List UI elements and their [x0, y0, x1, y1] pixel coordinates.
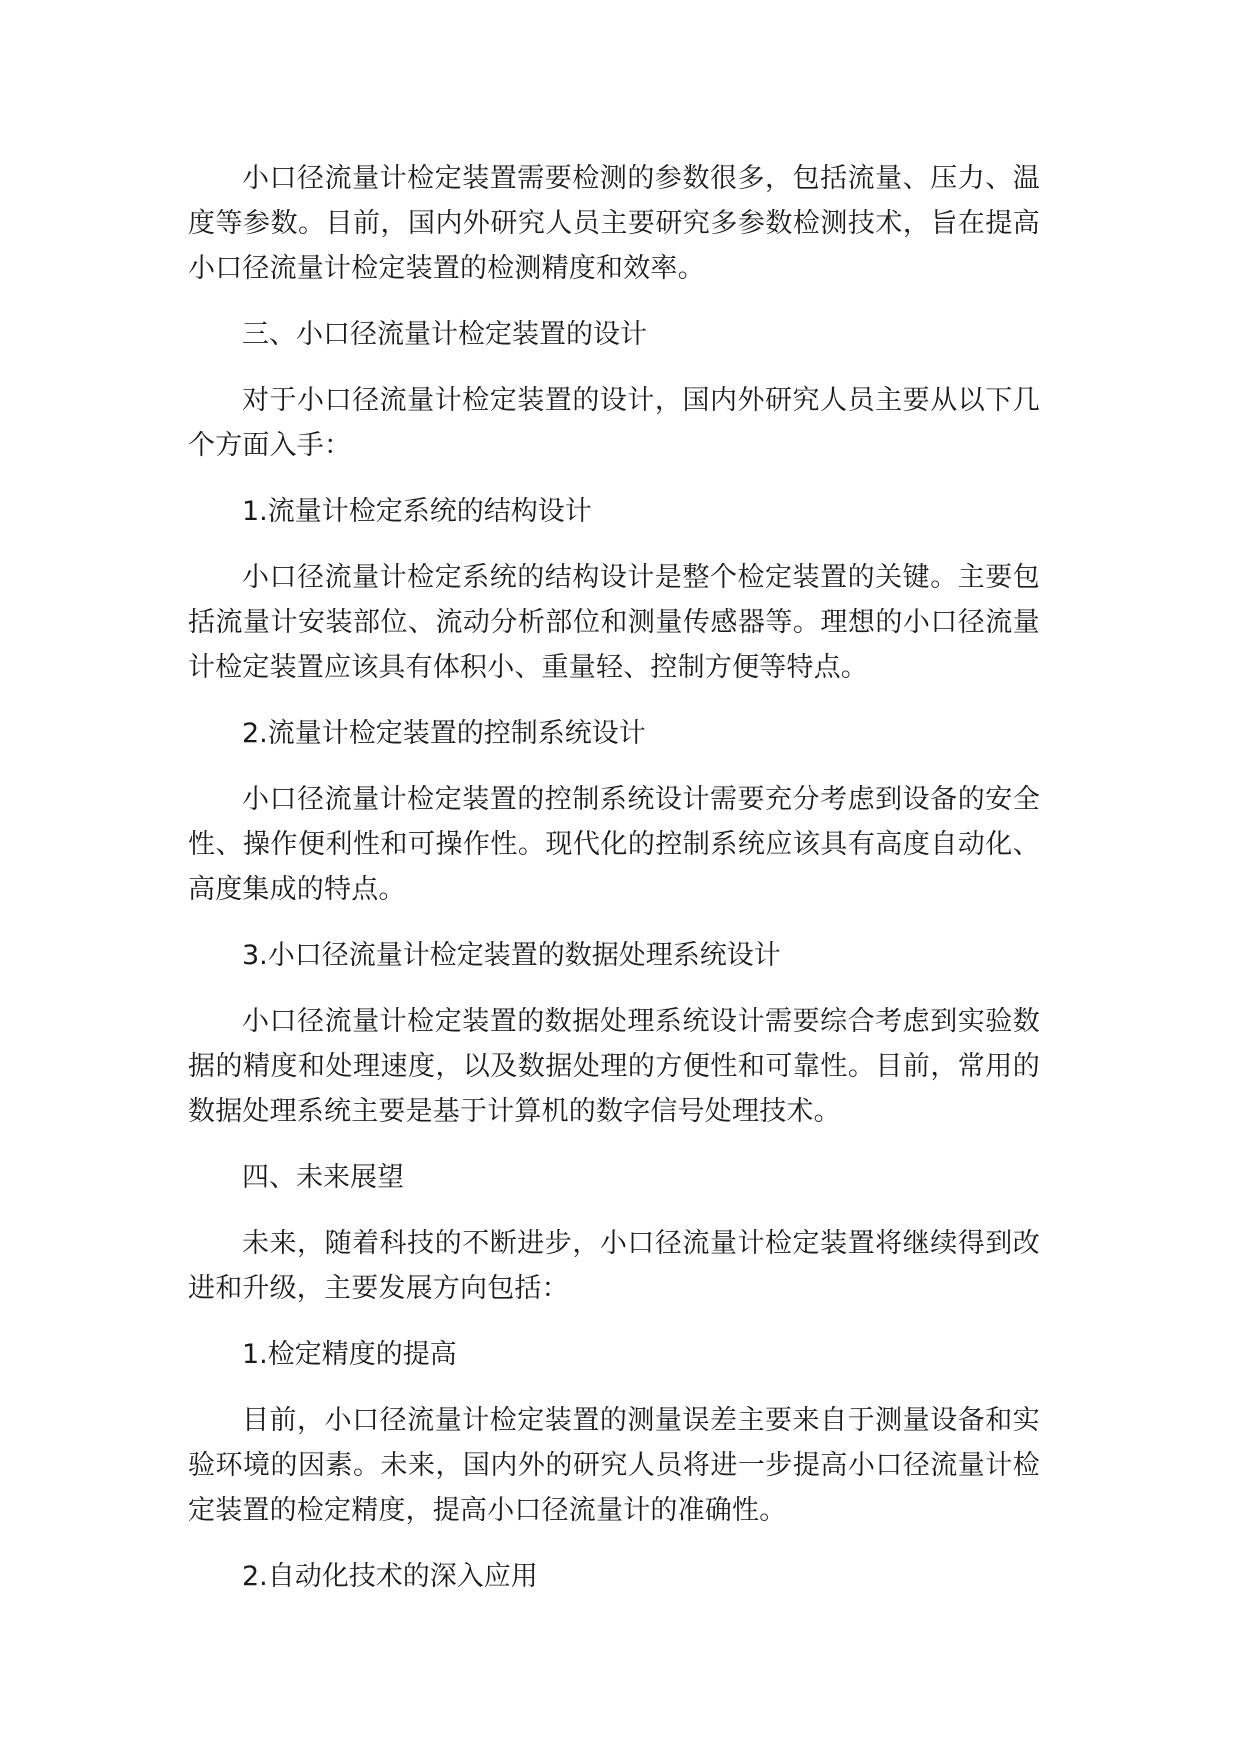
subheading-control-system-design: 2.流量计检定装置的控制系统设计: [242, 718, 646, 749]
section-heading-design: 三、小口径流量计检定装置的设计: [242, 319, 647, 350]
paragraph-multi-parameter-detection: 小口径流量计检定装置需要检测的参数很多，包括流量、压力、温度等参数。目前，国内外研究人员主要研究多参数检测技术，旨在提高小口径流量计检定装置的检测精度和效率。: [188, 163, 1040, 284]
paragraph-outlook-intro: 未来，随着科技的不断进步，小口径流量计检定装置将继续得到改进和升级，主要发展方向包括：: [188, 1228, 1040, 1304]
document-page: [188, 156, 1040, 1599]
paragraph-structure-design: 小口径流量计检定系统的结构设计是整个检定装置的关键。主要包括流量计安装部位、流动分析部位和测量传感器等。理想的小口径流量计检定装置应该具有体积小、重量轻、控制方便等特点。: [188, 562, 1040, 683]
paragraph-data-processing-design: 小口径流量计检定装置的数据处理系统设计需要综合考虑到实验数据的精度和处理速度，以及数据处理的方便性和可靠性。目前，常用的数据处理系统主要是基于计算机的数字信号处理技术。: [188, 1006, 1040, 1127]
subheading-automation-application: 2.自动化技术的深入应用: [242, 1561, 538, 1592]
subheading-accuracy-improvement: 1.检定精度的提高: [242, 1339, 457, 1370]
section-heading-outlook: 四、未来展望: [242, 1162, 404, 1193]
subheading-data-processing-design: 3.小口径流量计检定装置的数据处理系统设计: [242, 940, 781, 971]
paragraph-control-system-design: 小口径流量计检定装置的控制系统设计需要充分考虑到设备的安全性、操作便利性和可操作性。现代化的控制系统应该具有高度自动化、高度集成的特点。: [188, 784, 1040, 905]
paragraph-accuracy-improvement: 目前，小口径流量计检定装置的测量误差主要来自于测量设备和实验环境的因素。未来，国内外的研究人员将进一步提高小口径流量计检定装置的检定精度，提高小口径流量计的准确性。: [188, 1405, 1040, 1526]
subheading-structure-design: 1.流量计检定系统的结构设计: [242, 496, 592, 527]
paragraph-design-intro: 对于小口径流量计检定装置的设计，国内外研究人员主要从以下几个方面入手：: [188, 385, 1040, 461]
